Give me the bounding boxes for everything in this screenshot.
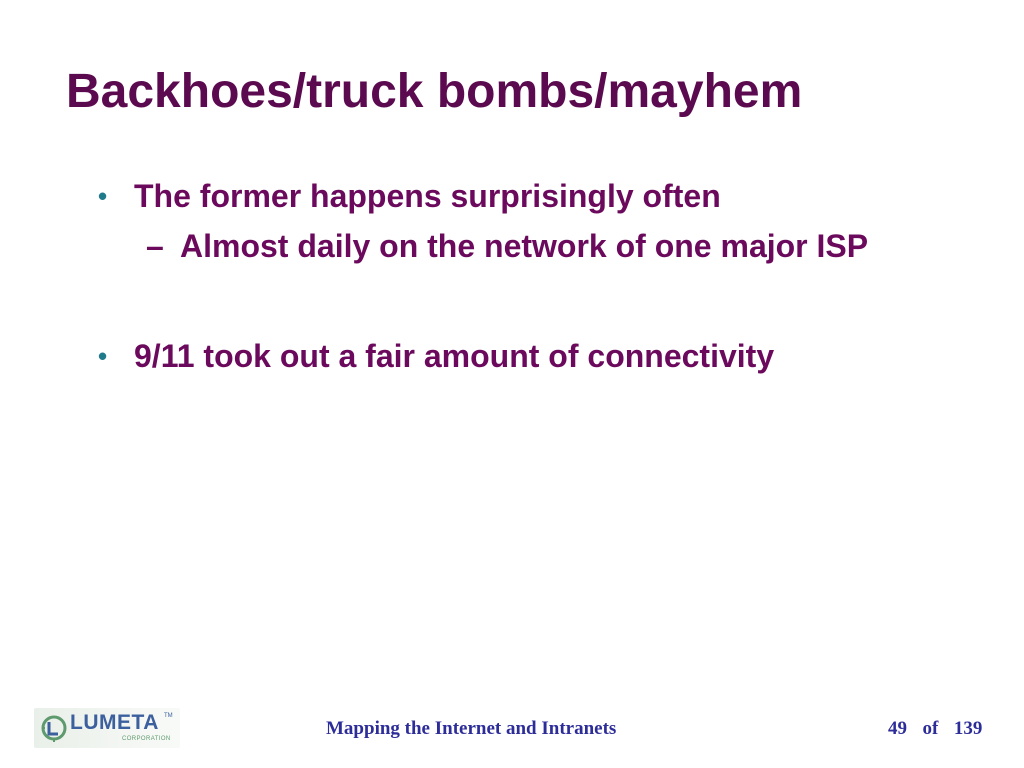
footer-presentation-title: Mapping the Internet and Intranets: [326, 718, 617, 739]
logo-subtext: CORPORATION: [122, 736, 171, 742]
bullet-marker: •: [98, 181, 108, 211]
sub-bullet-text: Almost daily on the network of one major ISP: [180, 228, 869, 264]
sub-bullet-marker: –: [146, 228, 164, 264]
page-total: 139: [953, 718, 983, 739]
page-current: 49: [888, 718, 907, 739]
logo-trademark: TM: [164, 713, 173, 719]
bullet-marker: •: [98, 341, 108, 371]
bullet-text: 9/11 took out a fair amount of connectivity: [134, 338, 775, 374]
slide-title: Backhoes/truck bombs/mayhem: [66, 65, 803, 118]
bullet-text: The former happens surprisingly often: [134, 178, 721, 214]
page-number: [888, 718, 982, 740]
company-logo: [34, 708, 180, 748]
logo-wordmark: LUMETA: [70, 711, 159, 734]
page-of-label: of: [922, 718, 939, 739]
lumeta-globe-icon: [40, 712, 72, 744]
